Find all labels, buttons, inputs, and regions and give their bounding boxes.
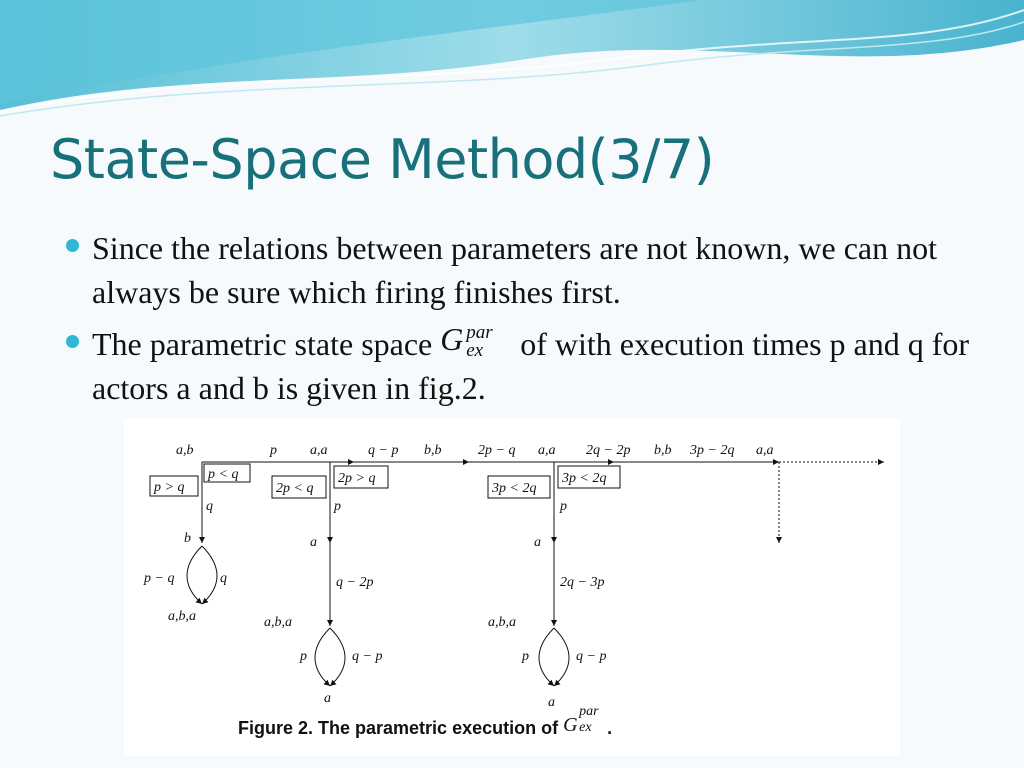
label-a-b-a: a,b,a [488,615,516,630]
label-b-b: b,b [424,443,442,458]
label-a-b: a,b [176,443,194,458]
label-q: q [206,499,213,514]
label-p: p [334,499,341,514]
bullet-text: Since the relations between parameters are not known, we can not always be sure which firing finishes first. [92,230,938,310]
g-ex-par-symbol: G par ex [563,704,599,736]
box-3p-lt-2q: 3p < 2q [492,481,537,496]
label-q-minus-p: q − p [352,649,383,664]
caption-period: . [607,718,613,738]
label-b-b: b,b [654,443,672,458]
bullet-dot-icon [66,239,79,252]
label-a: a [310,535,317,550]
g-ex-par-symbol: G par ex [440,321,493,361]
label-a: a [548,695,555,710]
label-a-a: a,a [756,443,774,458]
header-wave-decoration [0,0,1024,120]
box-p-gt-q: p > q [154,480,185,495]
label-2q-minus-2p: 2q − 2p [586,443,631,458]
label-3p-minus-2q: 3p − 2q [690,443,735,458]
slide-title: State-Space Method(3/7) [50,128,715,191]
bullet-text-before: The parametric state space [92,326,441,362]
bullet-dot-icon [66,335,79,348]
state-space-diagram [124,418,900,756]
label-p: p [300,649,307,664]
figure-caption [238,704,613,739]
box-2p-lt-q: 2p < q [276,481,314,496]
label-2q-minus-3p: 2q − 3p [560,575,605,590]
label-p: p [522,649,529,664]
label-a-b-a: a,b,a [264,615,292,630]
label-a-a: a,a [538,443,556,458]
label-b: b [184,531,191,546]
label-p: p [560,499,567,514]
label-q: q [220,571,227,586]
label-2p-minus-q: 2p − q [478,443,516,458]
bullet-item [64,322,1004,410]
label-q-minus-2p: q − 2p [336,575,374,590]
bullet-text-after: of with execution times p and q for actors a and b is given in fig.2. [92,326,970,406]
label-a-b-a: a,b,a [168,609,196,624]
label-q-minus-p: q − p [576,649,607,664]
label-p-minus-q: p − q [144,571,175,586]
caption-text: Figure 2. The parametric execution of [238,718,559,738]
label-a-a: a,a [310,443,328,458]
bullet-list [64,226,1004,418]
figure-parametric-execution [124,418,900,756]
bullet-item [64,226,1004,314]
label-p: p [270,443,277,458]
box-3p-lt-2q-b: 3p < 2q [562,471,607,486]
label-a: a [324,691,331,706]
box-2p-gt-q: 2p > q [338,471,376,486]
box-p-lt-q: p < q [208,467,239,482]
label-a: a [534,535,541,550]
label-q-minus-p: q − p [368,443,399,458]
